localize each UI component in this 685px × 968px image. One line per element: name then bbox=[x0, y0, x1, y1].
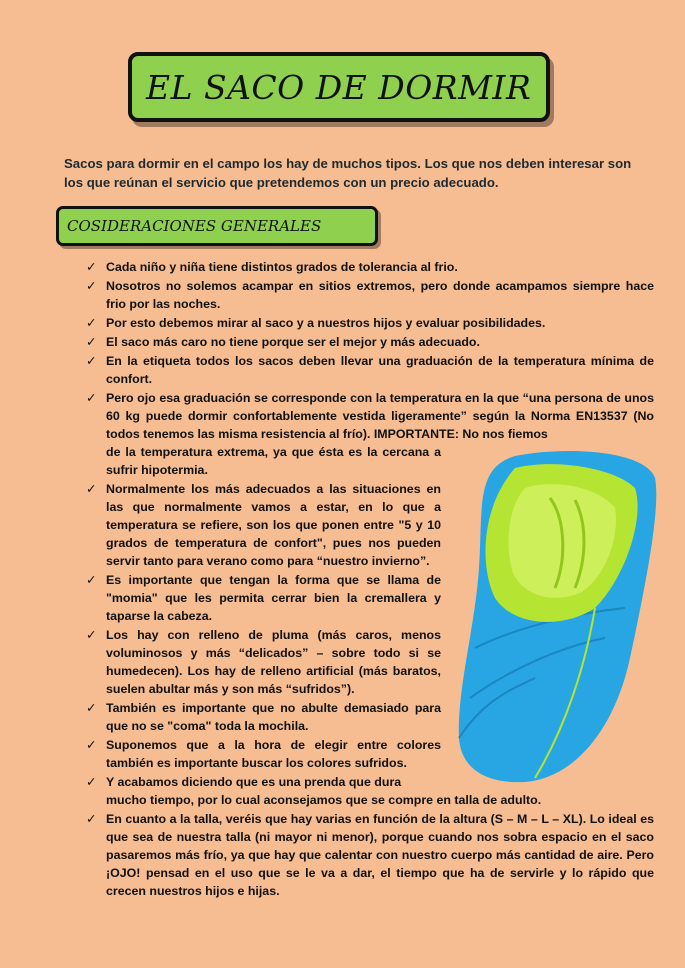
check-icon: ✓ bbox=[86, 812, 97, 826]
list-item bbox=[84, 480, 441, 570]
check-icon: ✓ bbox=[86, 279, 97, 293]
list-item-text: Suponemos que a la hora de elegir entre colores también es importante buscar los colores sufridos. bbox=[106, 738, 441, 770]
list-item-text: Por esto debemos mirar al saco y a nuestros hijos y evaluar posibilidades. bbox=[106, 316, 546, 330]
list-item-text: También es importante que no abulte demasiado para que no se "coma" toda la mochila. bbox=[106, 701, 441, 733]
page-title: EL SACO DE DORMIR bbox=[146, 67, 532, 107]
list-item bbox=[84, 626, 441, 698]
list-item-text: En la etiqueta todos los sacos deben llevar una graduación de la temperatura mínima de confort. bbox=[106, 354, 654, 386]
list-item-text: Cada niño y niña tiene distintos grados de tolerancia al frio. bbox=[106, 260, 458, 274]
check-icon: ✓ bbox=[86, 354, 97, 368]
list-item-text: El saco más caro no tiene porque ser el mejor y más adecuado. bbox=[106, 335, 480, 349]
list-item-text: En cuanto a la talla, veréis que hay varias en función de la altura (S – M – L – XL). Lo ideal es que sea de nuestra talla (ni mayor ni menor), porque cuando nos sobra espacio en el saco pasaremos más frío, ya que hay que calentar con nuestro cuerpo más cantidad de aire. Pero ¡OJO! pensad en el uso que se le va a dar, el tiempo que ha de servirle y lo rápido que crecen nuestros hijos e hijas. bbox=[106, 812, 654, 898]
sleeping-bag-image bbox=[455, 448, 665, 784]
list-item bbox=[84, 699, 441, 735]
list-item-text: Nosotros no solemos acampar en sitios extremos, pero donde acampamos siempre hace frio por las noches. bbox=[106, 279, 654, 311]
list-item bbox=[84, 571, 441, 625]
check-icon: ✓ bbox=[86, 260, 97, 274]
list-item-text: Y acabamos diciendo que es una prenda que dura bbox=[106, 775, 402, 789]
list-item bbox=[84, 277, 654, 313]
list-item-text: Normalmente los más adecuados a las situaciones en las que normalmente vamos a estar, en lo que a temperatura se refiere, son los que ponen entre "5 y 10 grados de temperatura de confort", pues nos pueden servir tanto para verano como para “nuestro invierno”. bbox=[106, 482, 441, 568]
list-item-text: Es importante que tengan la forma que se llama de "momia" que les permita cerrar bien la cremallera y taparse la cabeza. bbox=[106, 573, 441, 623]
check-icon: ✓ bbox=[86, 628, 97, 642]
check-icon: ✓ bbox=[86, 335, 97, 349]
list-item-text-continued: mucho tiempo, por lo cual aconsejamos que se compre en talla de adulto. bbox=[106, 793, 542, 807]
list-item bbox=[84, 352, 654, 388]
list-item bbox=[84, 736, 441, 772]
section-title: COSIDERACIONES GENERALES bbox=[67, 217, 322, 235]
check-icon: ✓ bbox=[86, 391, 97, 405]
check-icon: ✓ bbox=[86, 573, 97, 587]
list-item-text: Pero ojo esa graduación se corresponde con la temperatura en la que “una persona de unos 60 kg puede dormir confortablemente vestida ligeramente” según la Norma EN13537 (No todos tenemos las misma resistencia al frío). IMPORTANTE: No nos fiemos bbox=[106, 391, 654, 441]
list-item bbox=[84, 810, 654, 900]
check-icon: ✓ bbox=[86, 482, 97, 496]
check-icon: ✓ bbox=[86, 775, 97, 789]
check-icon: ✓ bbox=[86, 701, 97, 715]
list-item-text: Los hay con relleno de pluma (más caros, menos voluminosos y más “delicados” – sobre todo si se humedecen). Los hay de relleno artificial (más baratos, suelen abultar más y son más “sufridos”). bbox=[106, 628, 441, 696]
title-banner bbox=[128, 52, 550, 122]
list-item bbox=[84, 333, 654, 351]
check-icon: ✓ bbox=[86, 738, 97, 752]
list-item-text-continued: de la temperatura extrema, ya que ésta es la cercana a sufrir hipotermia. bbox=[106, 445, 441, 477]
list-item bbox=[84, 314, 654, 332]
section-banner bbox=[56, 206, 378, 246]
intro-paragraph: Sacos para dormir en el campo los hay de muchos tipos. Los que nos deben interesar son los que reúnan el servicio que pretendemos con un precio adecuado. bbox=[64, 156, 632, 190]
check-icon: ✓ bbox=[86, 316, 97, 330]
list-item bbox=[84, 258, 654, 276]
